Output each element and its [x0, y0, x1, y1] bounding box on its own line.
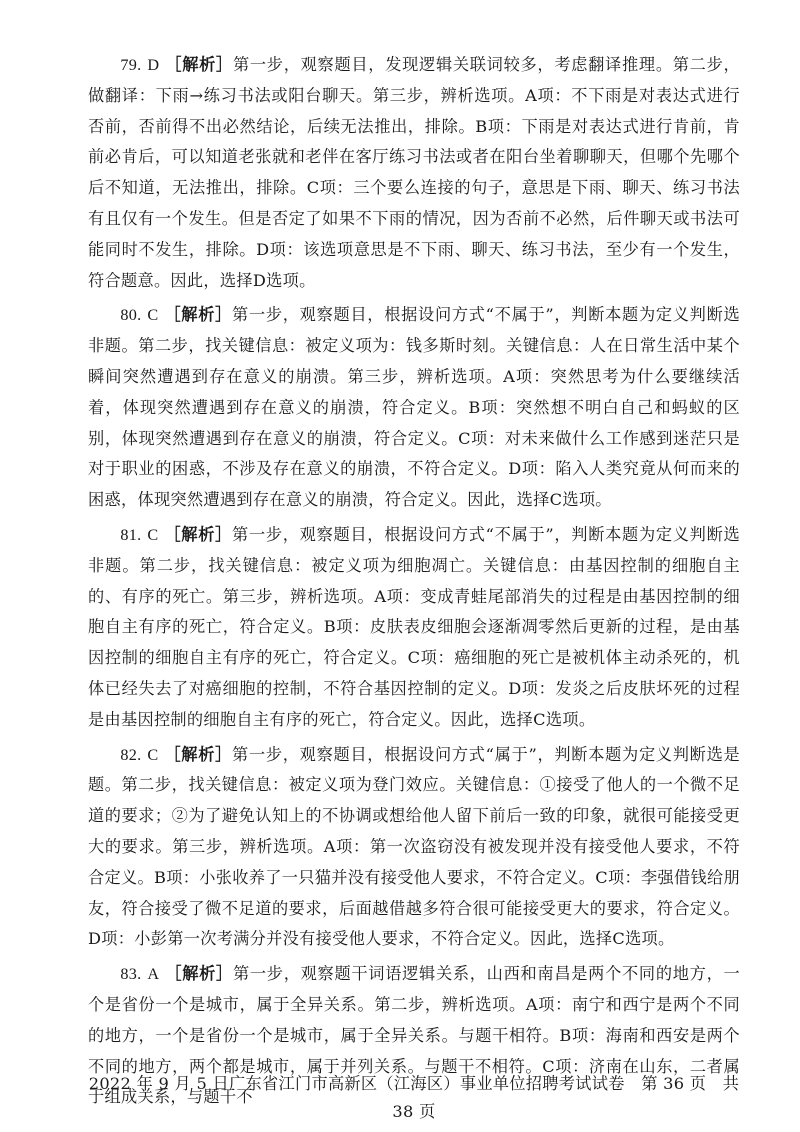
question-number: 82.: [120, 745, 142, 764]
analysis-tag: ［解析］: [164, 524, 233, 544]
analysis-tag: ［解析］: [165, 964, 233, 984]
explanation-text: 第一步，观察题干词语逻辑关系，山西和南昌是两个不同的地方，一个是省份一个是城市，属于全异关系。第二步，辨析选项。A项：南宁和西宁是两个不同的地方，一个是省份一个是城市，属于全异关系。与题干相符。B项：海南和西安是两个不同的地方，两个都是城市，属于并列关系。与题干不相符。C项：济南在山东，二者属于组成关系，与题干不: [88, 964, 740, 1107]
answer-item-81: [88, 520, 740, 736]
answer-item-82: [88, 740, 740, 956]
page-footer: 2022 年 9 月 5 日广东省江门市高新区（江海区）事业单位招聘考试试卷 第 36 页 共 38 页: [88, 1074, 740, 1121]
answer-letter: C: [147, 525, 159, 544]
explanation-text: 第一步，观察题目，发现逻辑关联词较多，考虑翻译推理。第二步，做翻译：下雨→练习书法或阳台聊天。第三步，辨析选项。A项：不下雨是对表达式进行否前，否前得不出必然结论，后续无法推出，排除。B项：下雨是对表达式进行肯前，肯前必肯后，可以知道老张就和老伴在客厅练习书法或者在阳台坐着聊聊天，但哪个先哪个后不知道，无法推出，排除。C项：三个要么连接的句子，意思是下雨、聊天、练习书法有且仅有一个发生。但是否定了如果不下雨的情况，因为否前不必然，后件聊天或书法可能同时不发生，排除。D项：该选项意思是不下雨、聊天、练习书法，至少有一个发生，符合题意。因此，选择D选项。: [88, 55, 740, 290]
analysis-tag: ［解析］: [165, 55, 233, 74]
document-body: [88, 50, 740, 1117]
question-number: 80.: [120, 306, 142, 325]
explanation-text: 第一步，观察题目，根据设问方式“不属于”，判断本题为定义判断选非题。第二步，找关键信息：被定义项为细胞凋亡。关键信息：由基因控制的细胞自主的、有序的死亡。第三步，辨析选项。A项：变成青蛙尾部消失的过程是由基因控制的细胞自主有序的死亡，符合定义。B项：皮肤表皮细胞会逐渐凋零然后更新的过程，是由基因控制的细胞自主有序的死亡，符合定义。C项：癌细胞的死亡是被机体主动杀死的，机体已经失去了对癌细胞的控制，不符合基因控制的定义。D项：发炎之后皮肤坏死的过程是由基因控制的细胞自主有序的死亡，符合定义。因此，选择C选项。: [88, 524, 740, 729]
answer-letter: D: [147, 56, 160, 74]
answer-letter: A: [147, 965, 160, 984]
answer-item-79: [88, 50, 740, 296]
explanation-text: 第一步，观察题目，根据设问方式“属于”，判断本题为定义判断选是题。第二步，找关键信息：被定义项为登门效应。关键信息：①接受了他人的一个微不足道的要求；②为了避免认知上的不协调或想给他人留下前后一致的印象，就很可能接受更大的要求。第三步，辨析选项。A项：第一次盗窃没有被发现并没有接受他人要求，不符合定义。B项：小张收养了一只猫并没有接受他人要求，不符合定义。C项：李强借钱给朋友，符合接受了微不足道的要求，后面越借越多符合很可能接受更大的要求，符合定义。D项：小彭第一次考满分并没有接受他人要求，不符合定义。因此，选择C选项。: [88, 744, 740, 949]
answer-letter: C: [147, 745, 159, 764]
answer-item-80: [88, 300, 740, 516]
explanation-text: 第一步，观察题目，根据设问方式“不属于”，判断本题为定义判断选非题。第二步，找关键信息：被定义项为：钱多斯时刻。关键信息：人在日常生活中某个瞬间突然遭遇到存在意义的崩溃。第三步，辨析选项。A项：突然思考为什么要继续活着，体现突然遭遇到存在意义的崩溃，符合定义。B项：突然想不明白自己和蚂蚁的区别，体现突然遭遇到存在意义的崩溃，符合定义。C项：对未来做什么工作感到迷茫只是对于职业的困惑，不涉及存在意义的崩溃，不符合定义。D项：陷入人类究竟从何而来的困惑，体现突然遭遇到存在意义的崩溃，符合定义。因此，选择C选项。: [88, 305, 740, 510]
answer-letter: C: [147, 306, 159, 325]
analysis-tag: ［解析］: [164, 744, 233, 764]
question-number: 83.: [120, 965, 142, 984]
question-number: 79.: [120, 56, 142, 74]
question-number: 81.: [120, 525, 142, 544]
analysis-tag: ［解析］: [164, 305, 233, 325]
